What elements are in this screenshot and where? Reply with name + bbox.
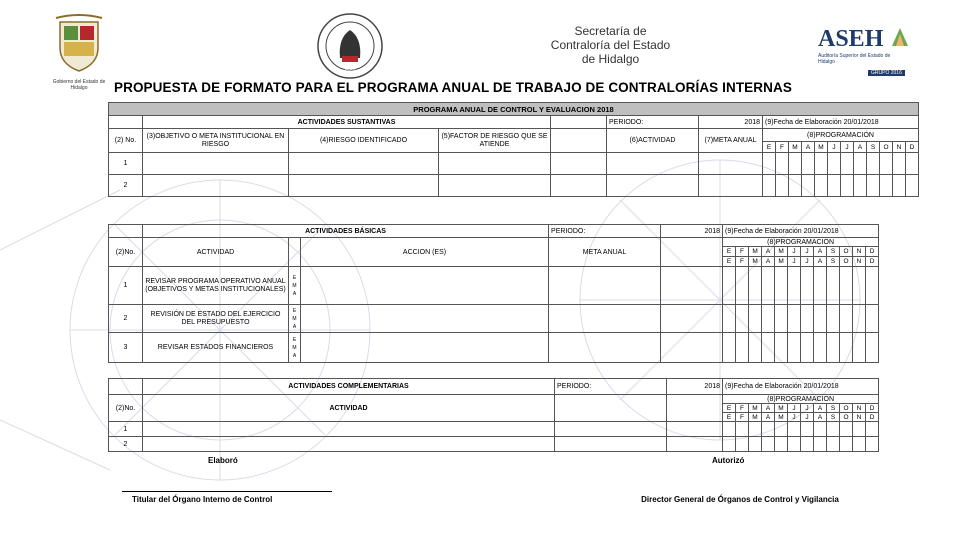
right-signer-title: Director General de Órganos de Control y Vigilancia — [641, 495, 839, 504]
sustantivas-fecha: (9)Fecha de Elaboración 20/01/2018 — [763, 116, 919, 129]
table-row — [109, 267, 879, 305]
month-cell: M — [749, 413, 762, 422]
month-cell: D — [866, 413, 879, 422]
table-row — [109, 333, 879, 363]
asei-subtitle: Auditoría Superior del Estado de Hidalgo — [818, 53, 891, 65]
activity-text: REVISIÓN DE ESTADO DEL EJERCICIO DEL PRESUPUESTO — [143, 305, 289, 333]
sustantivas-table — [108, 102, 919, 197]
sustantivas-col-actividad: (6)ACTIVIDAD — [607, 129, 699, 153]
month-cell: F — [736, 404, 749, 413]
month-cell: O — [840, 404, 853, 413]
row-side-marker: E M A — [289, 333, 301, 363]
basicas-col-accion: ACCION (ES) — [301, 238, 549, 267]
sustantivas-title: ACTIVIDADES SUSTANTIVAS — [143, 116, 551, 129]
month-cell: A — [762, 247, 775, 257]
asei-logo — [818, 26, 918, 78]
month-cell: S — [827, 413, 840, 422]
month-cell: D — [906, 142, 919, 153]
month-cell: M — [749, 247, 762, 257]
table-row — [109, 175, 919, 197]
month-cell: D — [866, 257, 879, 267]
month-cell: N — [853, 257, 866, 267]
sustantivas-col-riesgo: (4)RIESGO IDENTIFICADO — [289, 129, 439, 153]
month-cell: N — [853, 413, 866, 422]
congress-seal — [316, 12, 384, 80]
congress-seal-text: LXIII — [344, 66, 356, 72]
month-cell: A — [814, 404, 827, 413]
month-cell: A — [762, 413, 775, 422]
month-cell: M — [775, 404, 788, 413]
basicas-fecha: (9)Fecha de Elaboración 20/01/2018 — [723, 225, 879, 238]
secretaria-line-1: Secretaría de — [574, 24, 647, 38]
month-cell: F — [776, 142, 789, 153]
left-signature-line — [122, 491, 332, 492]
month-cell: J — [801, 413, 814, 422]
month-cell: E — [723, 247, 736, 257]
row-side-marker: E M A — [289, 305, 301, 333]
month-cell: E — [723, 413, 736, 422]
month-cell: J — [788, 257, 801, 267]
month-cell: F — [736, 247, 749, 257]
month-cell: A — [854, 142, 867, 153]
sustantivas-col-objetivo: (3)OBJETIVO O META INSTITUCIONAL EN RIESGO — [143, 129, 289, 153]
month-cell: N — [853, 247, 866, 257]
month-cell: F — [736, 413, 749, 422]
complementarias-col-prog: (8)PROGRAMACIÓN — [723, 395, 879, 404]
sustantivas-col-prog: (8)PROGRAMACIÓN — [763, 129, 919, 142]
month-cell: M — [775, 413, 788, 422]
elaboro-label: Elaboró — [208, 456, 238, 465]
month-cell: M — [749, 257, 762, 267]
hidalgo-logo-caption: Gobierno del Estado de Hidalgo — [52, 79, 106, 91]
month-cell: S — [827, 404, 840, 413]
basicas-year: 2018 — [661, 225, 723, 238]
asei-logo-text: ASEH — [818, 26, 884, 52]
complementarias-periodo: PERIODO: — [555, 379, 667, 395]
complementarias-table — [108, 378, 879, 452]
sustantivas-col-factor: (5)FACTOR DE RIESGO QUE SE ATIENDE — [439, 129, 551, 153]
month-cell: S — [867, 142, 880, 153]
month-cell: N — [853, 404, 866, 413]
complementarias-fecha: (9)Fecha de Elaboración 20/01/2018 — [723, 379, 879, 395]
month-cell: S — [827, 247, 840, 257]
month-cell: O — [840, 247, 853, 257]
basicas-table — [108, 224, 879, 363]
row-number: 3 — [109, 333, 143, 363]
autorizo-label: Autorizó — [712, 456, 745, 465]
row-number: 2 — [109, 305, 143, 333]
month-cell: E — [723, 404, 736, 413]
row-number: 1 — [109, 267, 143, 305]
basicas-periodo: PERIODO: — [549, 225, 661, 238]
table-row — [109, 305, 879, 333]
left-signer-title: Titular del Órgano Interno de Control — [132, 495, 273, 504]
row-number: 2 — [109, 175, 143, 197]
table-row — [109, 153, 919, 175]
sustantivas-col-no: (2) No. — [109, 129, 143, 153]
month-cell: O — [880, 142, 893, 153]
secretaria-block — [548, 24, 673, 66]
hidalgo-shield-icon — [50, 14, 108, 74]
month-cell: A — [814, 413, 827, 422]
basicas-col-no: (2)No. — [109, 238, 143, 267]
month-cell: A — [814, 247, 827, 257]
program-title-bar: PROGRAMA ANUAL DE CONTROL Y EVALUACION 2018 — [109, 103, 919, 116]
month-cell: M — [789, 142, 802, 153]
month-cell: J — [801, 257, 814, 267]
row-number: 1 — [109, 422, 143, 437]
secretaria-line-3: de Hidalgo — [581, 52, 640, 66]
secretaria-line-2: Contraloría del Estado — [550, 38, 671, 52]
page-title: PROPUESTA DE FORMATO PARA EL PROGRAMA ANUAL DE TRABAJO DE CONTRALORÍAS INTERNAS — [114, 80, 792, 95]
complementarias-title: ACTIVIDADES COMPLEMENTARIAS — [143, 379, 555, 395]
activity-text: REVISAR ESTADOS FINANCIEROS — [143, 333, 289, 363]
table-row — [109, 422, 879, 437]
complementarias-col-actividad: ACTIVIDAD — [143, 395, 555, 422]
row-number: 2 — [109, 437, 143, 452]
table-row — [109, 437, 879, 452]
month-cell: J — [801, 404, 814, 413]
month-cell: J — [788, 413, 801, 422]
complementarias-year: 2018 — [667, 379, 723, 395]
month-cell: J — [841, 142, 854, 153]
month-cell: N — [893, 142, 906, 153]
month-cell: M — [775, 247, 788, 257]
month-cell: J — [788, 247, 801, 257]
asei-tag: GRUPO 2016 — [868, 70, 905, 76]
basicas-col-actividad: ACTIVIDAD — [143, 238, 289, 267]
month-cell: E — [763, 142, 776, 153]
activity-text: REVISAR PROGRAMA OPERATIVO ANUAL (OBJETIVOS Y METAS INSTITUCIONALES) — [143, 267, 289, 305]
month-cell: J — [828, 142, 841, 153]
month-cell: D — [866, 247, 879, 257]
row-side-marker: E M A — [289, 267, 301, 305]
month-cell: O — [840, 413, 853, 422]
row-number: 1 — [109, 153, 143, 175]
month-cell: E — [723, 257, 736, 267]
month-cell: M — [815, 142, 828, 153]
sustantivas-year: 2018 — [699, 116, 763, 129]
hidalgo-logo — [50, 14, 108, 91]
month-cell: A — [814, 257, 827, 267]
sustantivas-col-meta: (7)META ANUAL — [699, 129, 763, 153]
month-cell: M — [749, 404, 762, 413]
month-cell: A — [762, 257, 775, 267]
month-cell: D — [866, 404, 879, 413]
month-cell: O — [840, 257, 853, 267]
month-cell: A — [802, 142, 815, 153]
basicas-col-meta: META ANUAL — [549, 238, 661, 267]
month-cell: M — [775, 257, 788, 267]
basicas-title: ACTIVIDADES BÁSICAS — [143, 225, 549, 238]
asei-book-icon — [890, 26, 910, 50]
complementarias-col-no: (2)No. — [109, 395, 143, 422]
month-cell: F — [736, 257, 749, 267]
month-cell: J — [801, 247, 814, 257]
month-cell: S — [827, 257, 840, 267]
month-cell: J — [788, 404, 801, 413]
month-cell: A — [762, 404, 775, 413]
sustantivas-periodo: PERIODO: — [607, 116, 699, 129]
basicas-col-prog: (8)PROGRAMACIÓN — [723, 238, 879, 247]
